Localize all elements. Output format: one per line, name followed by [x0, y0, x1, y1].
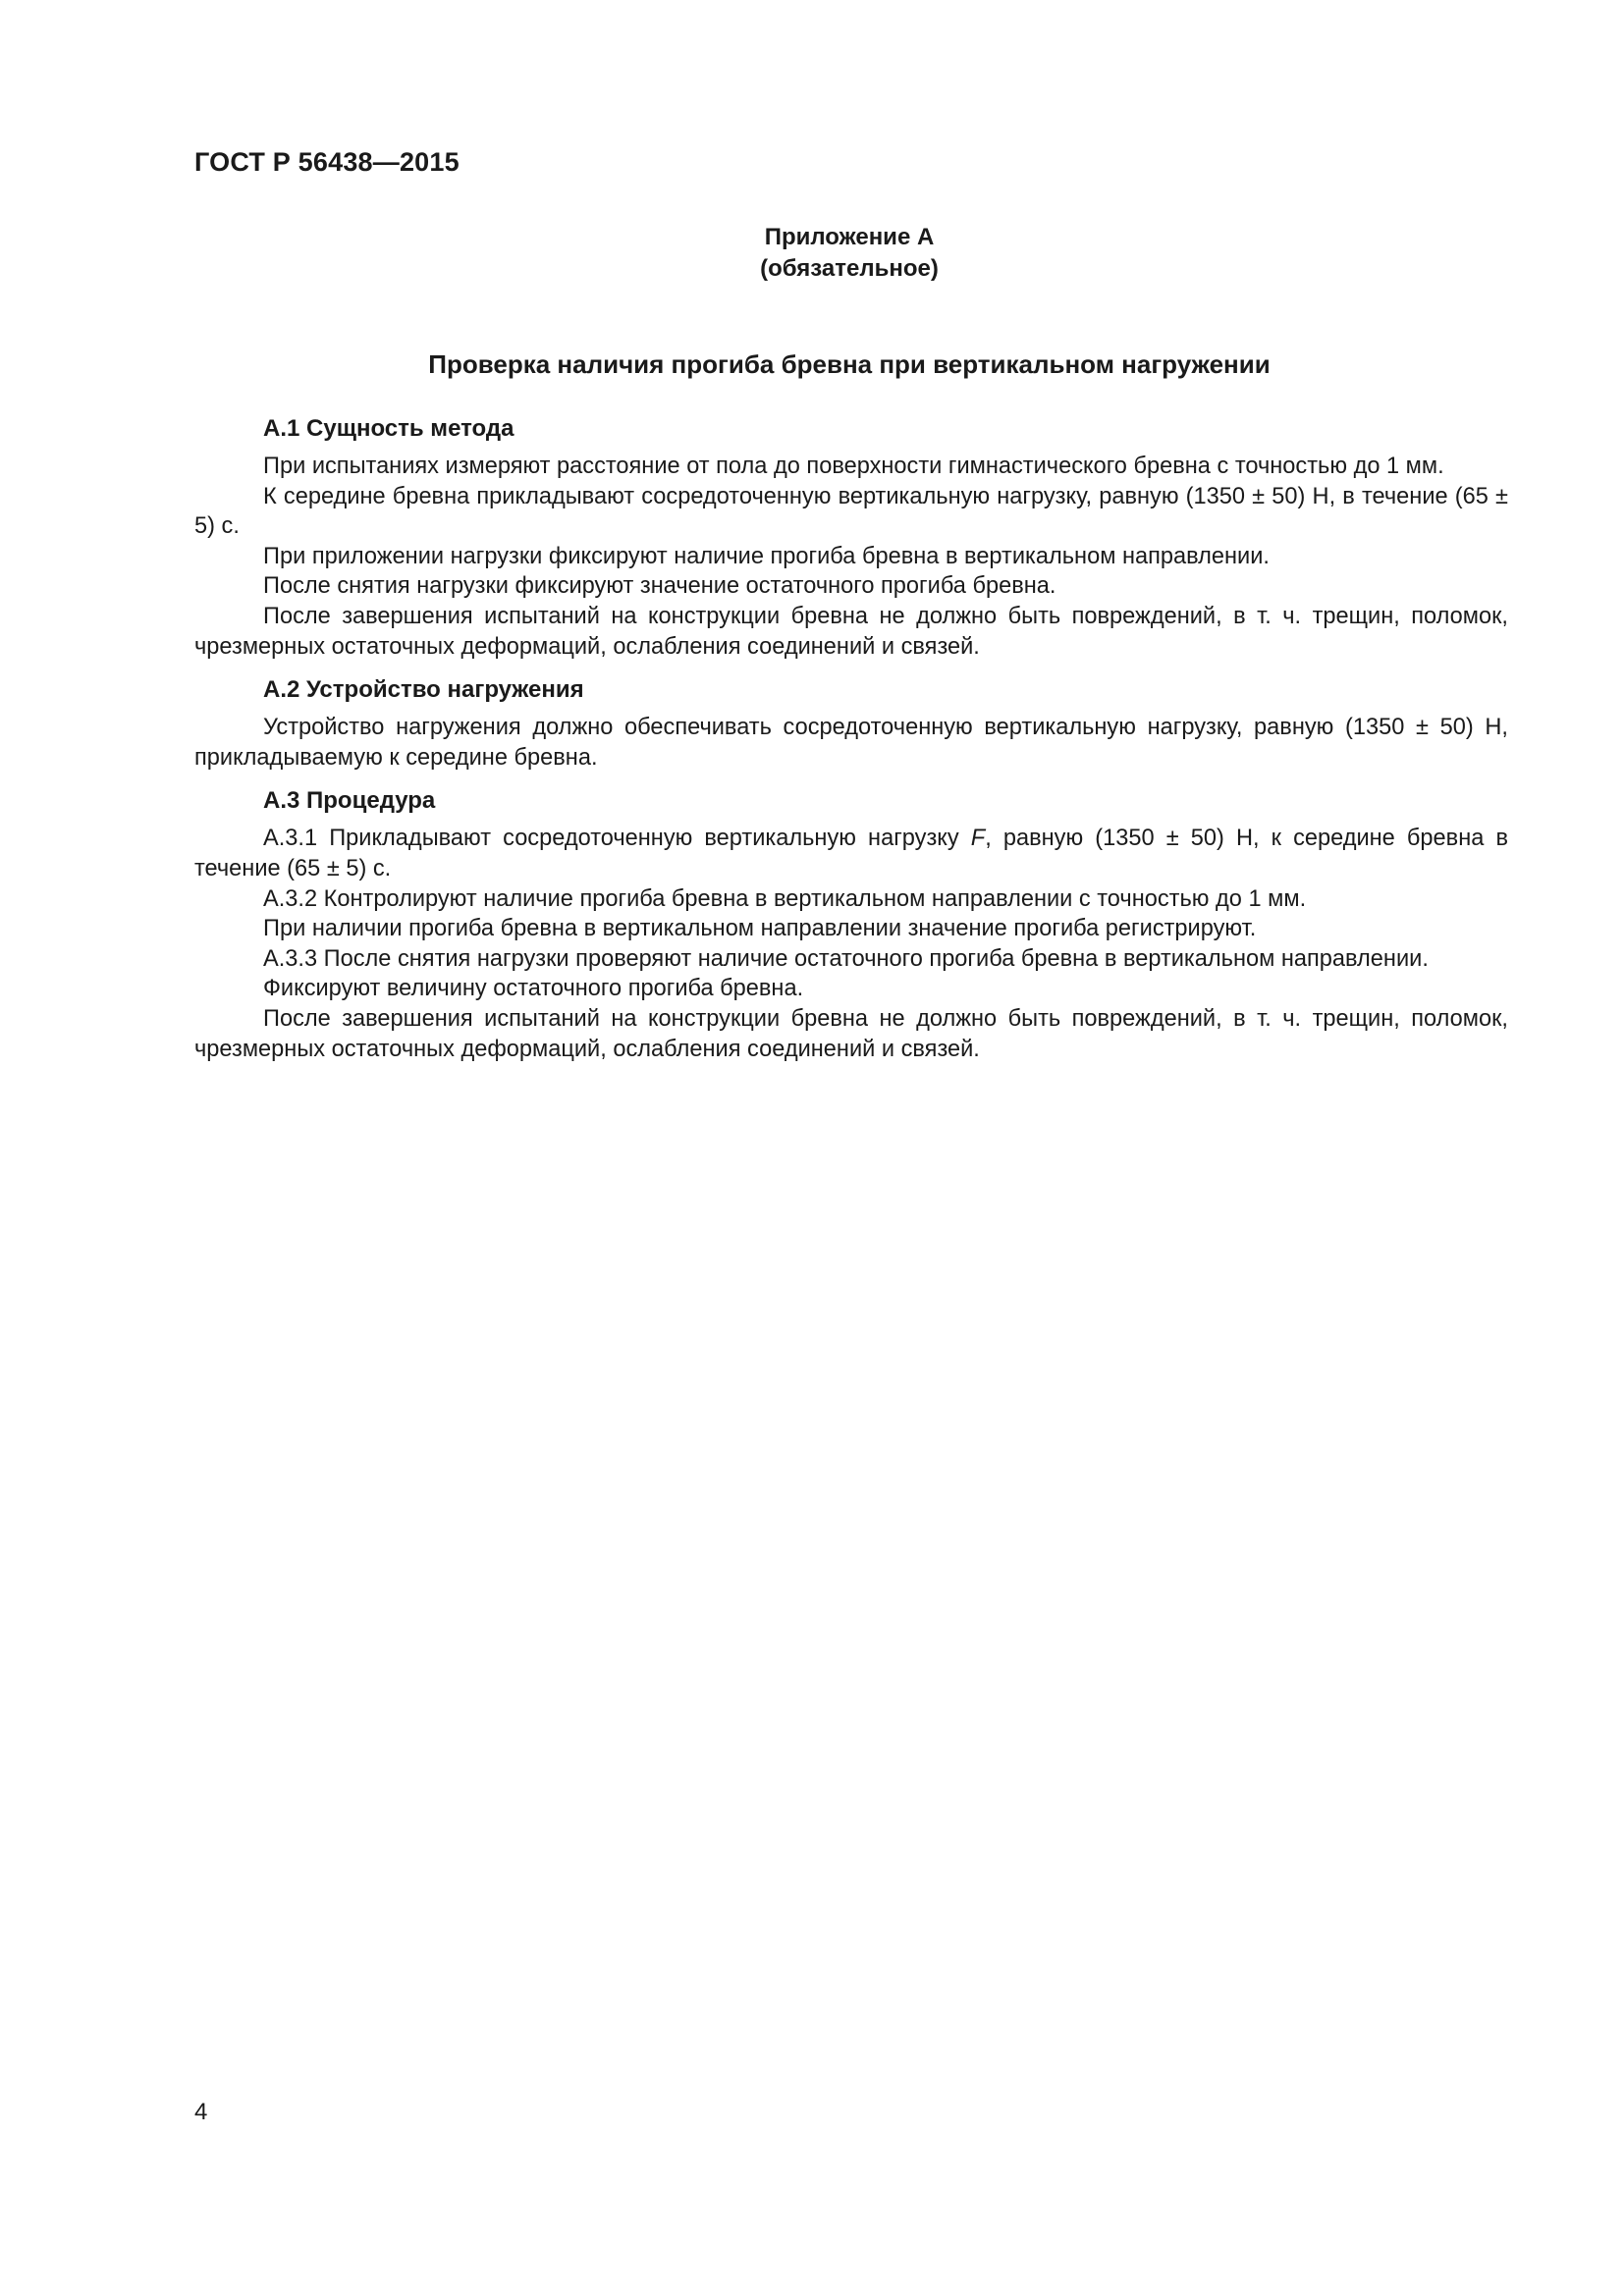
paragraph: А.3.2 Контролируют наличие прогиба бревна в вертикальном направлении с точностью до 1 мм.: [263, 885, 1307, 912]
page-number: 4: [194, 2099, 208, 2125]
paragraph: При наличии прогиба бревна в вертикальном направлении значение прогиба регистрируют.: [263, 916, 1257, 942]
appendix-label: Приложение А: [764, 224, 935, 250]
appendix-status: (обязательное): [760, 255, 939, 282]
paragraph: К середине бревна прикладывают сосредоточенную вертикальную нагрузку, равную (1350 ± 50) Н, в течение (65 ± 5) с.: [194, 483, 1508, 540]
standard-code: ГОСТ Р 56438—2015: [194, 147, 460, 177]
force-symbol: F: [970, 826, 986, 852]
paragraph: А.3.3 После снятия нагрузки проверяют наличие остаточного прогиба бревна в вертикальном направлении.: [263, 945, 1429, 972]
section-heading: А.2 Устройство нагружения: [263, 676, 584, 704]
paragraph: При приложении нагрузки фиксируют наличие прогиба бревна в вертикальном направлении.: [263, 543, 1270, 569]
appendix-title: Проверка наличия прогиба бревна при вертикальном нагружении: [428, 349, 1271, 379]
document-body: [194, 412, 1508, 1076]
paragraph: После завершения испытаний на конструкции бревна не должно быть повреждений, в т. ч. трещин, поломок, чрезмерных остаточных деформаций, ослабления соединений и связей.: [194, 603, 1508, 660]
section-heading: А.1 Сущность метода: [263, 415, 514, 442]
section-a3: [194, 784, 1508, 1064]
paragraph-text: А.3.1 Прикладывают сосредоточенную вертикальную нагрузку: [263, 826, 959, 852]
section-a2: [194, 673, 1508, 773]
section-a1: [194, 412, 1508, 662]
paragraph: После завершения испытаний на конструкции бревна не должно быть повреждений, в т. ч. трещин, поломок, чрезмерных остаточных деформаций, ослабления соединений и связей.: [194, 1005, 1508, 1062]
section-heading: А.3 Процедура: [263, 787, 436, 815]
paragraph-text: , равную (1350 ± 50) Н, к середине бревна в течение (65 ± 5) с.: [194, 826, 1508, 881]
paragraph: Устройство нагружения должно обеспечивать сосредоточенную вертикальную нагрузку, равную (1350 ± 50) Н, прикладываемую к середине бревна.: [194, 715, 1508, 771]
paragraph: [194, 824, 1508, 883]
paragraph: Фиксируют величину остаточного прогиба бревна.: [263, 976, 804, 1002]
paragraph: После снятия нагрузки фиксируют значение остаточного прогиба бревна.: [263, 573, 1056, 600]
paragraph: При испытаниях измеряют расстояние от пола до поверхности гимнастического бревна с точностью до 1 мм.: [263, 454, 1444, 479]
